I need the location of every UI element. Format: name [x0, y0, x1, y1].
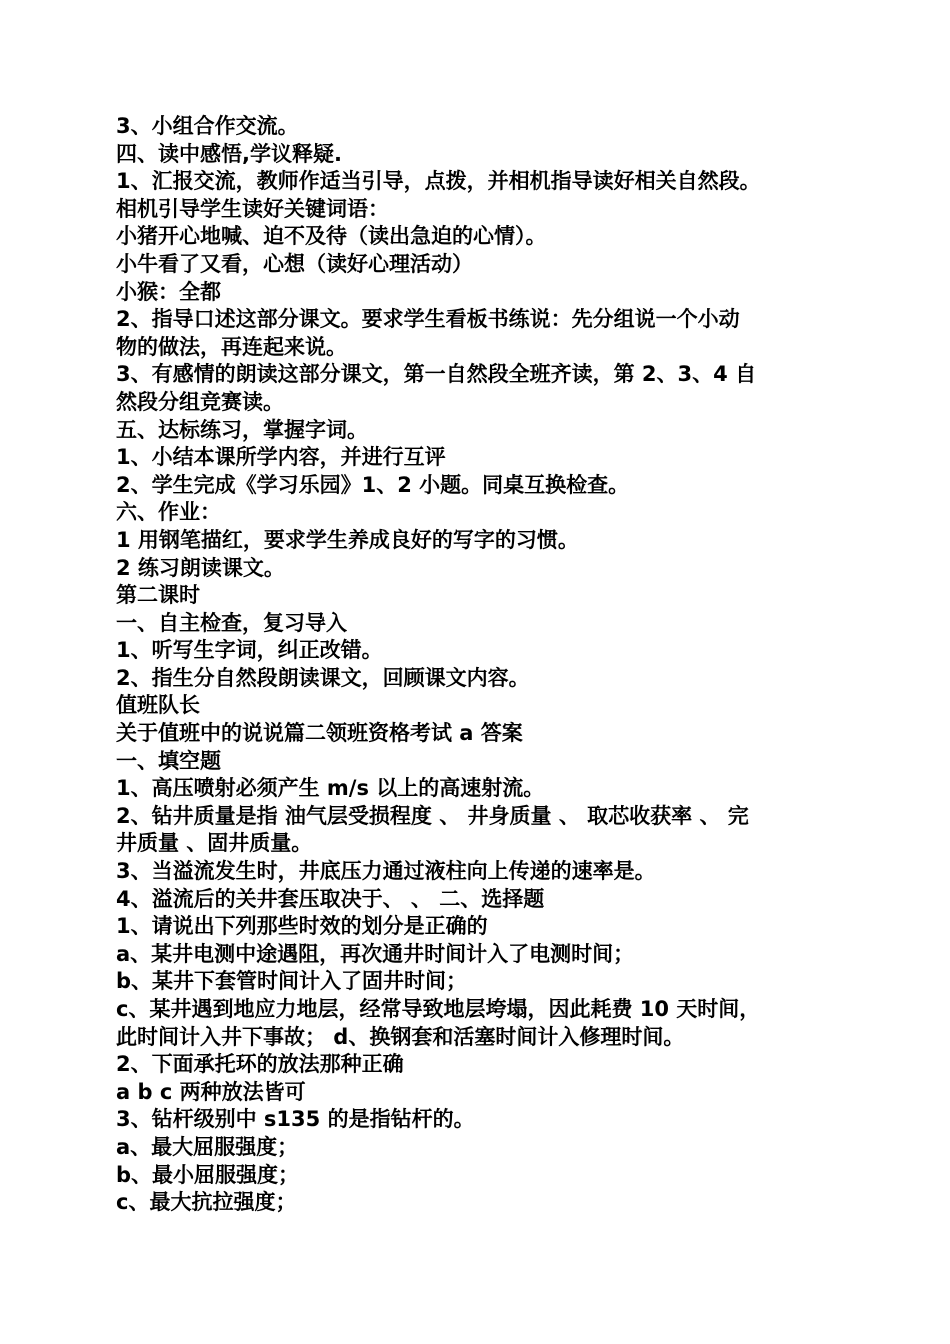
- text-line: 值班队长: [116, 693, 200, 718]
- text-line: 1、听写生字词，纠正改错。: [116, 638, 383, 663]
- text-line: 3、当溢流发生时，井底压力通过液柱向上传递的速率是。: [116, 859, 656, 884]
- text-line: 1 用钢笔描红，要求学生养成良好的写字的习惯。: [116, 527, 579, 552]
- text-line: 四、读中感悟,学议释疑.: [116, 141, 342, 166]
- section-heading: 一、填空题: [116, 748, 221, 773]
- text-line: 3、有感情的朗读这部分课文，第一自然段全班齐读，第 2、3、4 自: [116, 362, 757, 387]
- text-line: 3、钻杆级别中 s135 的是指钻杆的。: [116, 1107, 475, 1132]
- section-heading: 六、作业：: [116, 500, 221, 525]
- text-line: 井质量 、固井质量。: [116, 831, 313, 856]
- text-line: 1、小结本课所学内容，并进行互评: [116, 445, 446, 470]
- text-line: 2、指导口述这部分课文。要求学生看板书练说：先分组说一个小动: [116, 307, 740, 332]
- text-line: 1、高压喷射必须产生 m/s 以上的高速射流。: [116, 776, 545, 801]
- text-line: 3、小组合作交流。: [116, 114, 299, 138]
- document-body: [116, 113, 836, 1217]
- text-line: 小牛看了又看，心想（读好心理活动）: [116, 251, 473, 276]
- text-line: 2、钻井质量是指 油气层受损程度 、 井身质量 、 取芯收获率 、 完: [116, 803, 749, 828]
- text-line: 小猴：全都: [116, 279, 221, 304]
- text-line: c、某井遇到地应力地层，经常导致地层垮塌，因此耗费 10 天时间，: [116, 997, 761, 1021]
- text-line: a、最大屈服强度；: [116, 1134, 299, 1159]
- section-heading: 五、达标练习，掌握字词。: [116, 417, 368, 442]
- section-heading: 一、自主检查，复习导入: [116, 610, 347, 635]
- text-line: 然段分组竞赛读。: [116, 389, 284, 414]
- text-line: 4、溢流后的关井套压取决于、 、 二、选择题: [116, 886, 545, 911]
- text-line: c、最大抗拉强度；: [116, 1190, 297, 1215]
- text-line: 1、请说出下列那些时效的划分是正确的: [116, 914, 488, 939]
- text-line: a b c 两种放法皆可: [116, 1079, 306, 1104]
- text-line: 物的做法，再连起来说。: [116, 334, 347, 359]
- section-heading: 第二课时: [116, 583, 200, 608]
- text-line: a、某井电测中途遇阻，再次通井时间计入了电测时间；: [116, 941, 635, 966]
- text-line: 2、指生分自然段朗读课文，回顾课文内容。: [116, 665, 530, 690]
- text-line: 此时间计入井下事故； d、换钢套和活塞时间计入修理时间。: [116, 1024, 685, 1049]
- text-line: b、最小屈服强度；: [116, 1162, 300, 1187]
- text-line: 1、汇报交流，教师作适当引导，点拨，并相机指导读好相关自然段。: [116, 169, 761, 194]
- text-line: 小猪开心地喊、迫不及待（读出急迫的心情）。: [116, 224, 547, 249]
- text-line: 2、下面承托环的放法那种正确: [116, 1052, 404, 1077]
- text-line: 2 练习朗读课文。: [116, 555, 285, 580]
- text-line: 2、学生完成《学习乐园》1、2 小题。同桌互换检查。: [116, 472, 630, 497]
- text-line: b、某井下套管时间计入了固井时间；: [116, 969, 468, 994]
- text-line: 相机引导学生读好关键词语：: [116, 196, 389, 221]
- document-title: 关于值班中的说说篇二领班资格考试 a 答案: [116, 721, 523, 746]
